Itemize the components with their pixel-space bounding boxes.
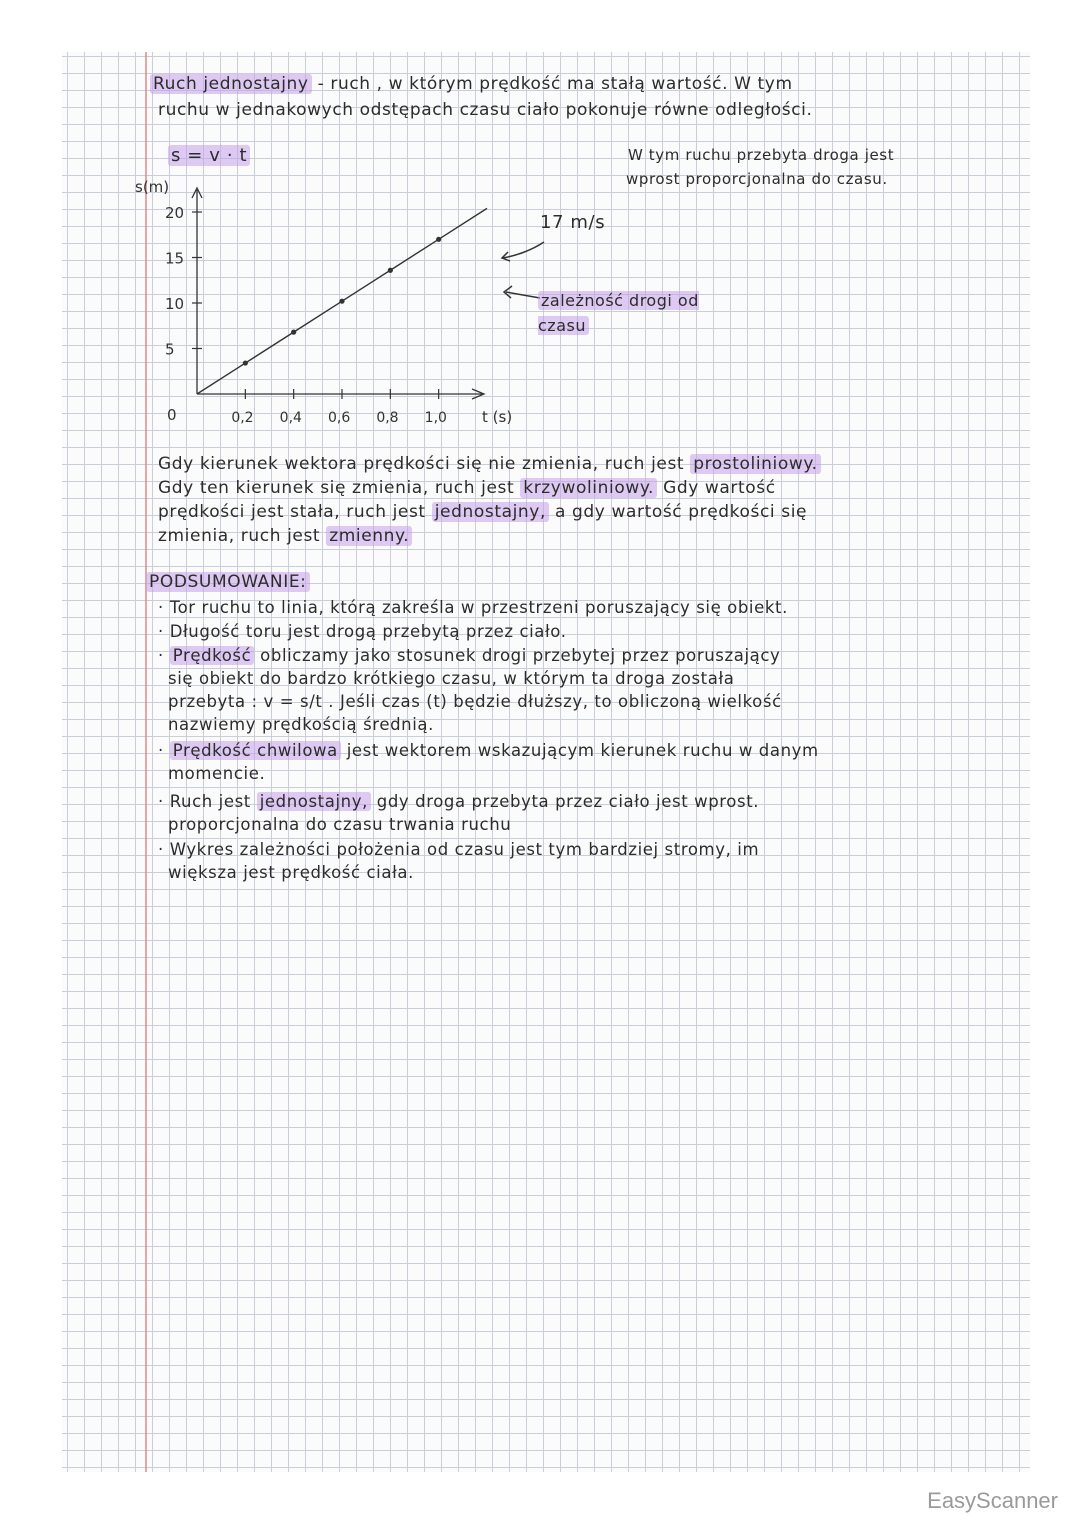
summary-bullet-6-line-1: · Wykres zależności położenia od czasu jest tym bardziej stromy, im (158, 840, 760, 859)
highlight-predkosc: Prędkość (170, 646, 255, 665)
y-axis-label: s(m) (135, 178, 170, 196)
annotation-relation (538, 288, 728, 338)
proportional-note-1: W tym ruchu przebyta droga jest (628, 146, 895, 164)
summary-bullet-3-line-4: nazwiemy prędkością średnią. (168, 715, 434, 734)
summary-title-text: PODSUMOWANIE: (146, 572, 310, 592)
data-point (388, 268, 393, 273)
summary-bullet-5-line-2: proporcjonalna do czasu trwania ruchu (168, 815, 512, 834)
data-point (436, 237, 441, 242)
y-tick-label: 10 (165, 295, 185, 313)
origin-label: 0 (167, 406, 177, 424)
summary-bullet-3-line-1: · Prędkość obliczamy jako stosunek drogi przebytej przez poruszający (158, 646, 781, 665)
summary-bullet-1: · Tor ruchu to linia, którą zakreśla w przestrzeni poruszający się obiekt. (158, 598, 788, 617)
y-tick-label: 5 (165, 340, 175, 359)
watermark: EasyScanner (927, 1488, 1058, 1513)
x-tick-label: 1,0 (424, 410, 447, 426)
x-tick-label: 0,2 (231, 410, 254, 426)
summary-bullet-6-line-2: większa jest prędkość ciała. (168, 863, 414, 882)
bullet-4-text-1: jest wektorem wskazującym kierunek ruchu w danym (346, 741, 819, 760)
arrow-velocity-icon (494, 236, 554, 266)
highlight-jednostajny: jednostajny, (432, 502, 549, 522)
direction-line-3 (158, 502, 807, 522)
chart-labels (135, 178, 512, 426)
intro-line-1 (150, 74, 793, 94)
direction-line-2 (158, 478, 776, 498)
data-point (243, 360, 248, 365)
summary-bullet-4-line-2: momencie. (168, 764, 266, 783)
chart-axes (192, 188, 484, 399)
bullet-3-text-1: obliczamy jako stosunek drogi przebytej przez poruszający (260, 646, 781, 665)
formula (168, 145, 250, 166)
direction-l1-text: Gdy kierunek wektora prędkości się nie zmienia, ruch jest (158, 454, 685, 474)
y-tick-label: 20 (165, 204, 185, 222)
x-tick-label: 0,4 (279, 410, 302, 426)
summary-bullet-3-line-3: przebyta : v = s/t . Jeśli czas (t) będzie dłuższy, to obliczoną wielkość (168, 692, 782, 711)
summary-bullet-2: · Długość toru jest drogą przebytą przez ciało. (158, 622, 567, 641)
direction-l4-text: zmienia, ruch jest (158, 526, 321, 546)
direction-l3-post: a gdy wartość prędkości się (555, 502, 808, 522)
proportional-note-2: wprost proporcjonalna do czasu. (626, 170, 888, 188)
formula-highlight: s = v · t (168, 145, 250, 166)
intro-line-1-rest: - ruch , w którym prędkość ma stałą wartość. W tym (317, 74, 793, 94)
highlight-prostoliniowy: prostoliniowy. (690, 454, 820, 474)
summary-title (146, 572, 310, 592)
direction-line-4 (158, 526, 412, 546)
annotation-relation-text: zależność drogi od czasu (538, 291, 699, 335)
direction-l2-post: Gdy wartość (663, 478, 776, 498)
highlight-zmienny: zmienny. (326, 526, 412, 546)
summary-bullet-4-line-1: · Prędkość chwilowa jest wektorem wskazującym kierunek ruchu w danym (158, 741, 819, 760)
direction-l3-text: prędkości jest stała, ruch jest (158, 502, 426, 522)
term-highlight: Ruch jednostajny (150, 74, 312, 94)
x-tick-label: 0,6 (328, 410, 351, 426)
y-tick-label: 15 (165, 249, 185, 268)
bullet-5-text-1: gdy droga przebyta przez ciało jest wprost. (376, 792, 760, 811)
highlight-predkosc-chwilowa: Prędkość chwilowa (170, 741, 341, 760)
annotation-velocity: 17 m/s (540, 212, 606, 233)
bullet-5-pre: · Ruch jest (158, 792, 251, 811)
summary-bullet-5-line-1 (158, 792, 759, 811)
x-axis-label: t (s) (482, 408, 513, 426)
summary-bullet-3-line-2: się obiekt do bardzo krótkiego czasu, w którym ta droga została (168, 669, 735, 688)
data-point (339, 299, 344, 304)
data-point (291, 330, 296, 335)
x-tick-label: 0,8 (376, 410, 399, 426)
highlight-krzywoliniowy: krzywoliniowy. (520, 478, 657, 498)
direction-line-1 (158, 454, 821, 474)
chart-series (197, 208, 487, 394)
highlight-jednostajny-2: jednostajny, (257, 792, 371, 811)
intro-line-2: ruchu w jednakowych odstępach czasu ciało pokonuje równe odległości. (158, 100, 813, 120)
direction-l2-text: Gdy ten kierunek się zmienia, ruch jest (158, 478, 515, 498)
